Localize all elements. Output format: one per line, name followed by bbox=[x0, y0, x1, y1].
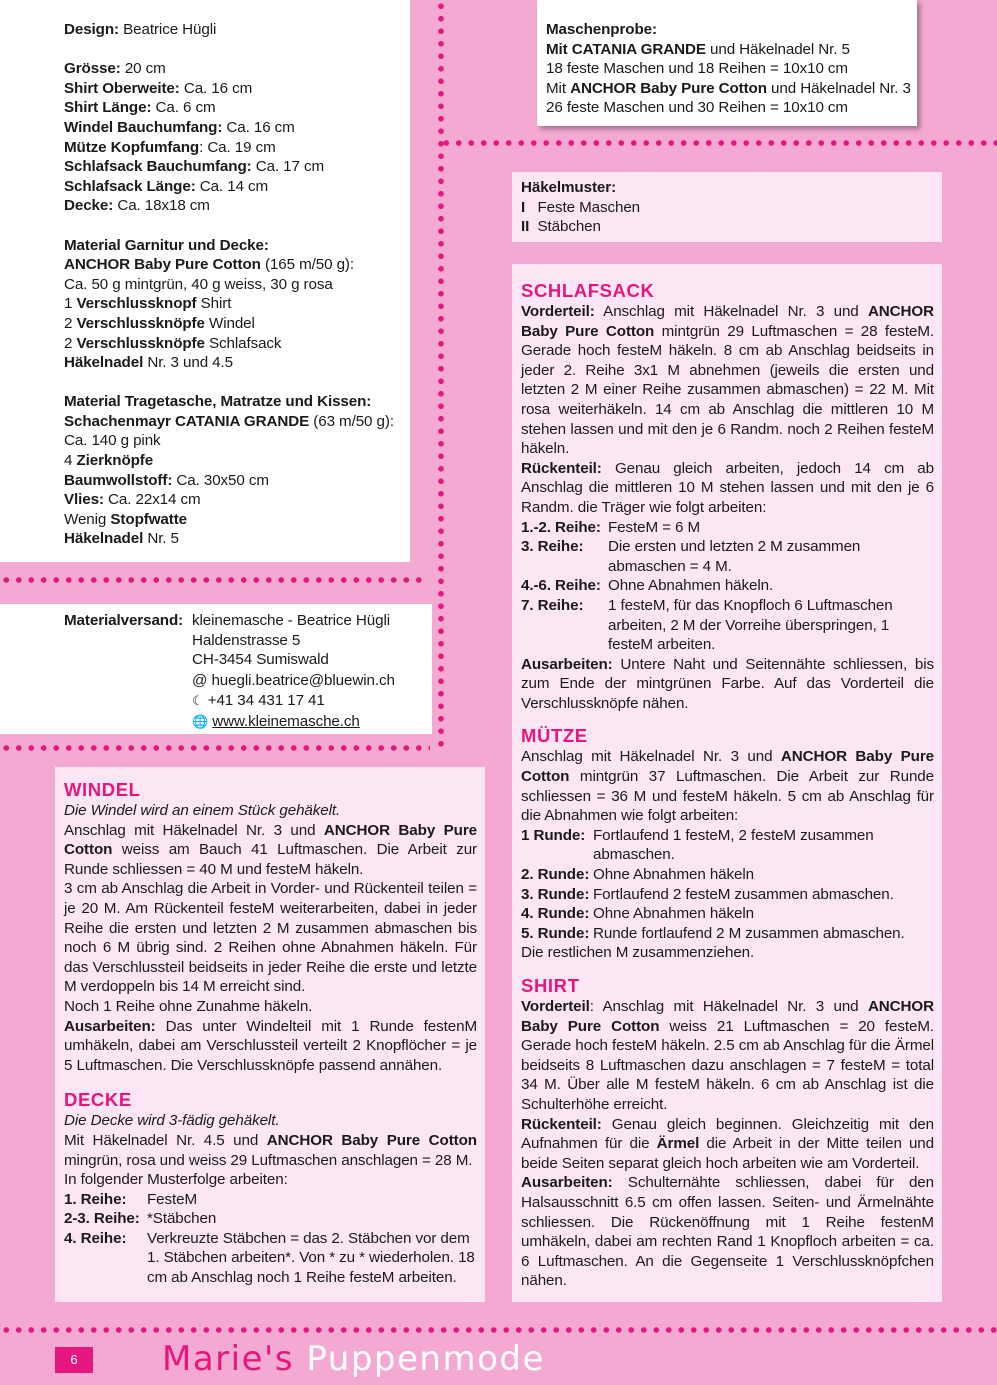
dotted-divider bbox=[438, 0, 444, 750]
dotted-divider bbox=[0, 745, 430, 751]
design-line: Design: Beatrice Hügli bbox=[64, 21, 217, 38]
material-garnitur: Material Garnitur und Decke: ANCHOR Baby Pure Cotton (165 m/50 g): Ca. 50 g mintgrün, 40 g weiss, 30 g rosa 1 Verschlussknopf Shirt 2 Verschlussknöpfe Windel 2 Verschlussknöpfe Schlafsack Häkelnadel Nr. 3 und 4.5 bbox=[64, 236, 354, 372]
sizes-list: Grösse: 20 cm Shirt Oberweite: Ca. 16 cm Shirt Länge: Ca. 6 cm Windel Bauchumfang: Ca. 16 cm Mütze Kopfumfang: Ca. 19 cm Schlafsack Bauchumfang: Ca. 17 cm Schlafsack Länge: Ca. 14 cm Decke: Ca. 18x18 cm bbox=[64, 60, 325, 215]
at-icon: @ bbox=[192, 671, 208, 689]
instructions-left-panel: WINDEL Die Windel wird an einem Stück gehäkelt. Anschlag mit Häkelnadel Nr. 3 und ANCHOR Baby Pure Cotton weiss am Bauch 41 Luftmaschen. Die Arbeit zur Runde schliessen = 40 M und festeM häkeln. 3 cm ab Anschlag die Arbeit in Vorder- und Rückenteil teilen = je 20 M. Am Rückenteil festeM weiterarbeiten, dabei in jeder Reihe die ersten und letzten 2 M zusammen abmaschen bis noch 6 M übrig sind. 2 Reihen ohne Abnahmen häkeln. Für das Verschlussteil beidseits in jeder Reihe die erste und letzte M verdoppeln bis 14 M erreicht sind. Noch 1 Reihe ohne Zunahme häkeln. Ausarbeiten: Das unter Windelteil mit 1 Runde festenM umhäkeln, dabei am Verschlussteil verteilt 2 Knopflöcher = je 5 Luftmaschen. Die Verschlussknöpfe passend annähen. DECKE Die Decke wird 3-fädig gehäkelt. Mit Häkelnadel Nr. 4.5 und ANCHOR Baby Pure Cotton mingrün, rosa und weiss 29 Luftmaschen anschlagen = 28 M. In folgender Musterfolge arbeiten: 1. Reihe: FesteM 2-3. Reihe: *Stäbchen 4. Reihe: Verkreuzte Stäbchen = das 2. Stäbchen vor dem 1. Stäbchen arbeiten*. Von * zu * wiederholen. 18 cm ab Anschlag noch 1 Reihe festeM arbeiten. bbox=[55, 767, 485, 1302]
globe-icon: 🌐 bbox=[192, 713, 209, 729]
phone-number: +41 34 431 17 41 bbox=[207, 692, 325, 710]
schlafsack-heading: SCHLAFSACK bbox=[521, 280, 655, 301]
decke-heading: DECKE bbox=[64, 1089, 132, 1111]
materials-panel bbox=[0, 0, 410, 562]
dotted-divider bbox=[440, 140, 997, 146]
website-link[interactable]: www.kleinemasche.ch bbox=[212, 712, 360, 730]
windel-heading: WINDEL bbox=[64, 779, 141, 800]
shirt-heading: SHIRT bbox=[521, 975, 580, 996]
material-tragetasche: Material Tragetasche, Matratze und Kissen: Schachenmayr CATANIA GRANDE (63 m/50 g): Ca. 140 g pink 4 Zierknöpfe Baumwollstoff: Ca. 30x50 cm Vlies: Ca. 22x14 cm Wenig Stopfwatte Häkelnadel Nr. 5 bbox=[64, 393, 394, 548]
page-number: 6 bbox=[55, 1347, 93, 1373]
phone-icon: ☾ bbox=[192, 693, 204, 709]
instructions-right-panel: SCHLAFSACK Vorderteil: Anschlag mit Häkelnadel Nr. 3 und ANCHOR Baby Pure Cotton mintgrün 29 Luftmaschen = 28 festeM. Gerade hoch festeM häkeln. 8 cm ab Anschlag beidseits in jeder 2. Reihe 3x1 M abnehmen (jeweils die ersten und letzten 2 M einer Reihe zusammen abmaschen) = 22 M. Mit rosa weiterhäkeln. 14 cm ab Anschlag die mittleren 10 M stehen lassen und mit den je 6 Randm. noch 2 Reihen festeM häkeln. Rückenteil: Genau gleich arbeiten, jedoch 14 cm ab Anschlag die mittleren 10 M stehen lassen und mit den je 6 Randm. die Träger wie folgt arbeiten: 1.-2. Reihe: FesteM = 6 M 3. Reihe: Die ersten und letzten 2 M zusammen abmaschen = 4 M. 4.-6. Reihe: Ohne Abnahmen häkeln. 7. Reihe: 1 festeM, für das Knopfloch 6 Luftmaschen arbeiten, 2 M der Vorreihe überspringen, 1 festeM arbeiten. Ausarbeiten: Untere Naht und Seitennähte schliessen, bis zum Ende der mintgrünen Farbe. Auf das Vorderteil die Verschlussknöpfe nähen. MÜTZE Anschlag mit Häkelnadel Nr. 3 und ANCHOR Baby Pure Cotton mintgrün 37 Luftmaschen. Die Arbeit zur Runde schliessen = 36 M und festeM häkeln. 5 cm ab Anschlag für die Abnahmen wie folgt arbeiten: 1 Runde: Fortlaufend 1 festeM, 2 festeM zusammen abmaschen. 2. Runde: Ohne Abnahmen häkeln 3. Runde: Fortlaufend 2 festeM zusammen abmaschen. 4. Runde: Ohne Abnahmen häkeln 5. Runde: Runde fortlaufend 2 M zusammen abmaschen. Die restlichen M zusammenziehen. SHIRT Vorderteil: Anschlag mit Häkelnadel Nr. 3 und ANCHOR Baby Pure Cotton weiss 21 Luftmaschen = 20 festeM. Gerade hoch festeM häkeln. 2.5 cm ab Anschlag für die Ärmel beidseits 8 Luftmaschen dazu anschlagen = 7 festeM = total 34 M. Über alle M festeM häkeln. 6 cm ab Anschlag ist die Schulterhöhe erreicht. Rückenteil: Genau gleich beginnen. Gleichzeitig mit den Aufnahmen für die Ärmel die Arbeit in der Mitte teilen und beide Seiten separat gleich hoch arbeiten wie am Vorderteil. Ausarbeiten: Schulternähte schliessen, dabei für den Halsausschnitt 6.5 cm offen lassen. Seiten- und Ärmelnähte schliessen. Die Rückenöffnung mit 1 Reihe festenM umhäkeln, dabei am rechten Rand 1 Knopfloch arbeiten = ca. 6 Luftmaschen. An die Gegenseite 1 Verschlussknöpfchen nähen. bbox=[512, 264, 942, 1302]
materialversand-panel: Materialversand: kleinemasche - Beatrice Hügli Haldenstrasse 5 CH-3454 Sumiswald @ huegli.beatrice@bluewin.ch ☾ +41 34 431 17 41 🌐 www.kleinemasche.ch bbox=[0, 604, 432, 734]
brand-title: Marie's Puppenmode bbox=[162, 1339, 545, 1379]
muetze-heading: MÜTZE bbox=[521, 725, 588, 747]
maschenprobe-panel: Maschenprobe: Mit CATANIA GRANDE und Häkelnadel Nr. 5 18 feste Maschen und 18 Reihen = 10x10 cm Mit ANCHOR Baby Pure Cotton und Häkelnadel Nr. 3 26 feste Maschen und 30 Reihen = 10x10 cm bbox=[537, 0, 917, 126]
email-link[interactable]: huegli.beatrice@bluewin.ch bbox=[211, 671, 395, 689]
haekelmuster-panel: Häkelmuster: I Feste Maschen II Stäbchen bbox=[512, 172, 942, 242]
materialversand-label: Materialversand: bbox=[64, 612, 184, 629]
dotted-divider bbox=[0, 1327, 997, 1333]
dotted-divider bbox=[0, 577, 428, 583]
